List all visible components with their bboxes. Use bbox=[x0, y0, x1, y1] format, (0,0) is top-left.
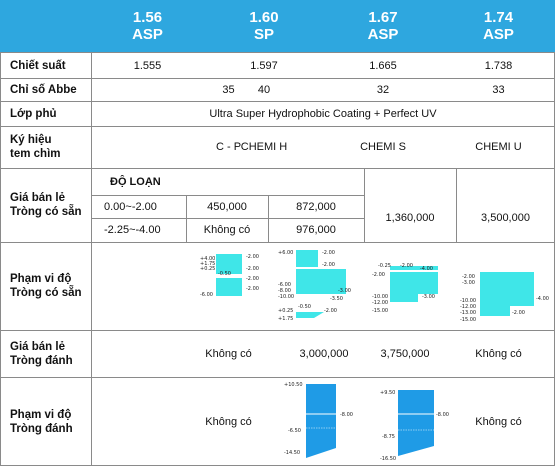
label-line: Phạm vi độ bbox=[10, 273, 72, 285]
row-divider bbox=[0, 377, 555, 378]
header-index: 1.60 bbox=[249, 9, 279, 26]
power-label: -2.00 bbox=[512, 310, 525, 316]
power-label: -15.00 bbox=[372, 308, 389, 314]
header-product-167 bbox=[324, 0, 442, 52]
range-block bbox=[306, 384, 336, 458]
row-divider bbox=[0, 101, 555, 102]
power-label: -2.00 bbox=[372, 272, 385, 278]
power-label: -8.00 bbox=[340, 412, 353, 418]
range-diagram-174 bbox=[460, 266, 552, 326]
label-line: Giá bán lẻ bbox=[10, 340, 65, 353]
power-label: +9.50 bbox=[380, 390, 396, 396]
power-label: -6.50 bbox=[288, 428, 301, 434]
header-product-160 bbox=[204, 0, 324, 52]
label-line: Giá bán lẻ bbox=[10, 192, 65, 204]
label-line: Ký hiệu bbox=[10, 134, 52, 146]
power-label: +10.50 bbox=[284, 382, 303, 388]
range-block bbox=[296, 250, 318, 268]
price-174: 3,500,000 bbox=[481, 212, 530, 224]
power-label: -2.00 bbox=[322, 250, 335, 256]
row-divider bbox=[0, 242, 555, 243]
power-label: -15.00 bbox=[460, 317, 477, 323]
mark-160: CHEMI H bbox=[240, 141, 288, 153]
power-label: -16.50 bbox=[380, 456, 397, 462]
power-label: -2.00 bbox=[246, 266, 259, 272]
power-label: -0.25 bbox=[378, 263, 391, 269]
power-label: +0.25 bbox=[200, 266, 216, 272]
power-label: -3.00 bbox=[338, 288, 351, 294]
label-line: Tròng có sẵn bbox=[10, 287, 82, 299]
price-167: 1,360,000 bbox=[385, 212, 435, 224]
mark-174: CHEMI U bbox=[475, 141, 522, 153]
row-divider bbox=[0, 168, 555, 169]
price-160-row2: 976,000 bbox=[296, 223, 336, 236]
row-label-abbe: Chỉ số Abbe bbox=[10, 83, 77, 96]
power-label: -3.00 bbox=[462, 280, 475, 286]
row-label-refractive: Chiết suất bbox=[10, 59, 66, 72]
column-divider bbox=[186, 195, 187, 242]
price-156-row1: 450,000 bbox=[207, 200, 247, 213]
power-label: -2.00 bbox=[322, 262, 335, 268]
row-divider bbox=[0, 78, 555, 79]
power-label: -2.00 bbox=[246, 286, 259, 292]
power-label: -14.50 bbox=[284, 450, 301, 456]
column-divider bbox=[364, 168, 365, 242]
power-label: -13.00 bbox=[460, 310, 477, 316]
range-diagram-160 bbox=[276, 246, 356, 324]
power-label: -10.00 bbox=[372, 294, 389, 300]
row-label-mark bbox=[0, 126, 91, 168]
refractive-160: 1.597 bbox=[250, 59, 278, 72]
power-label: -10.00 bbox=[278, 294, 295, 300]
range-row1: 0.00~-2.00 bbox=[104, 200, 157, 213]
range-diagram-156 bbox=[196, 248, 266, 300]
row-label-range-stock bbox=[0, 242, 91, 330]
header-type: ASP bbox=[132, 26, 163, 43]
header-type: ASP bbox=[367, 26, 399, 43]
power-label: -3.50 bbox=[330, 296, 343, 302]
label-line: Tròng đánh bbox=[10, 422, 73, 435]
header-type: ASP bbox=[483, 26, 514, 43]
power-label: +6.00 bbox=[278, 250, 294, 256]
range-rx-174: Không có bbox=[475, 415, 522, 428]
power-label: +1.75 bbox=[278, 316, 294, 322]
refractive-167: 1.665 bbox=[369, 59, 397, 72]
row-divider bbox=[0, 330, 555, 331]
header-index: 1.74 bbox=[483, 9, 514, 26]
mark-167: CHEMI S bbox=[360, 141, 406, 153]
header-product-174 bbox=[442, 0, 555, 52]
row-label-price-rx bbox=[0, 330, 91, 377]
power-label: +0.25 bbox=[278, 308, 294, 314]
column-divider bbox=[91, 52, 92, 466]
range-diagram-167 bbox=[370, 258, 450, 316]
power-label: -2.00 bbox=[246, 254, 259, 260]
header-corner bbox=[0, 0, 91, 52]
row-label-range-rx bbox=[0, 377, 91, 466]
range-block bbox=[296, 312, 324, 318]
price-160-row1: 872,000 bbox=[296, 200, 336, 213]
range-rx-156: Không có bbox=[205, 415, 252, 428]
label-line: tem chìm bbox=[10, 148, 61, 160]
range-divider bbox=[296, 267, 346, 269]
power-label: -4.00 bbox=[536, 296, 549, 302]
header-index: 1.67 bbox=[368, 9, 398, 26]
label-line: Tròng có sẵn bbox=[10, 206, 82, 218]
abbe-167: 32 bbox=[376, 83, 390, 96]
abbe-160: 40 bbox=[257, 83, 271, 96]
price-rx-167: 3,750,000 bbox=[380, 347, 430, 360]
row-label-coating: Lớp phủ bbox=[10, 107, 57, 120]
row-label-price-stock bbox=[0, 168, 91, 242]
power-label: -10.00 bbox=[460, 298, 477, 304]
rx-diagram-167 bbox=[378, 386, 458, 466]
power-label: -2.00 bbox=[400, 263, 413, 269]
price-rx-156: Không có bbox=[205, 347, 252, 360]
power-label: -6.00 bbox=[200, 292, 213, 298]
column-divider bbox=[0, 52, 1, 466]
power-label: -2.00 bbox=[324, 308, 337, 314]
refractive-174: 1.738 bbox=[484, 59, 513, 72]
column-divider bbox=[456, 168, 457, 242]
power-label: -2.00 bbox=[246, 276, 259, 282]
abbe-156: 35 bbox=[222, 83, 235, 96]
power-label: -12.00 bbox=[372, 300, 389, 306]
range-row2: -2.25~-4.00 bbox=[104, 223, 161, 236]
header-product-156 bbox=[91, 0, 204, 52]
row-divider bbox=[91, 195, 364, 196]
coating-value: Ultra Super Hydrophobic Coating + Perfect UV bbox=[209, 107, 437, 120]
price-156-row2: Không có bbox=[203, 223, 251, 236]
power-label: +4.00 bbox=[200, 256, 216, 262]
row-divider bbox=[0, 52, 555, 53]
row-divider bbox=[0, 126, 555, 127]
range-block bbox=[398, 390, 434, 456]
power-label: -8.00 bbox=[436, 412, 449, 418]
label-line: Phạm vi độ bbox=[10, 408, 72, 421]
price-rx-174: Không có bbox=[475, 347, 522, 360]
price-rx-160: 3,000,000 bbox=[299, 347, 349, 360]
range-block bbox=[480, 272, 534, 306]
mark-156: C - P bbox=[215, 141, 242, 153]
refractive-156: 1.555 bbox=[133, 59, 162, 72]
power-label: -0.50 bbox=[298, 304, 311, 310]
rx-diagram-160 bbox=[282, 378, 362, 464]
header-index: 1.56 bbox=[132, 9, 163, 26]
abbe-174: 33 bbox=[492, 83, 505, 96]
power-label: -8.00 bbox=[278, 288, 291, 294]
power-label: -2.00 bbox=[462, 274, 475, 280]
power-label: -4.00 bbox=[420, 266, 433, 272]
column-divider bbox=[268, 195, 269, 242]
power-label: -12.00 bbox=[460, 304, 477, 310]
power-label: -0.50 bbox=[218, 271, 231, 277]
power-header: ĐỘ LOẠN bbox=[110, 176, 161, 188]
header-type: SP bbox=[253, 26, 274, 43]
range-block bbox=[216, 278, 242, 296]
power-label: +1.75 bbox=[200, 261, 216, 267]
power-label: -8.75 bbox=[382, 434, 395, 440]
row-divider bbox=[91, 218, 364, 219]
label-line: Tròng đánh bbox=[10, 354, 73, 367]
power-label: -3.00 bbox=[422, 294, 435, 300]
power-label: -6.00 bbox=[278, 282, 291, 288]
